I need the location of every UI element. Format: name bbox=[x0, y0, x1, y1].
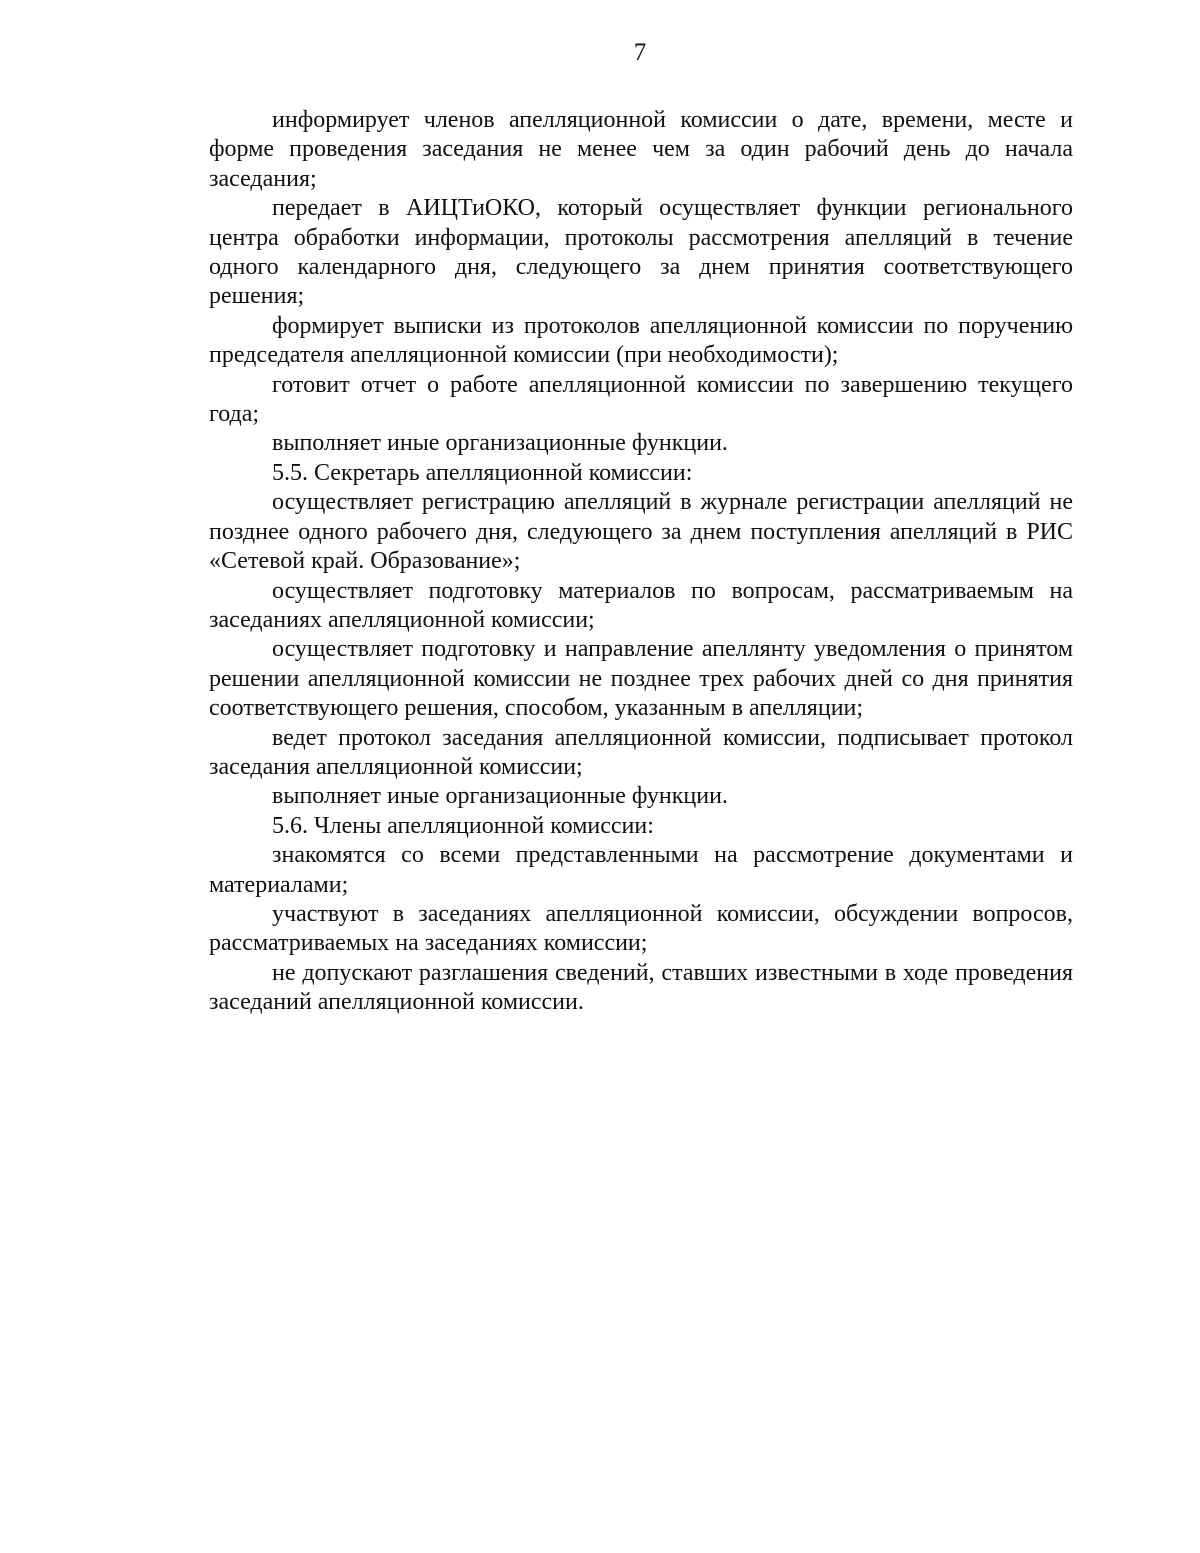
paragraph-prepares-materials: осуществляет подготовку материалов по вопросам, рассматриваемым на заседаниях апелляционной комиссии; bbox=[209, 577, 1073, 633]
section-heading-5-6: 5.6. Члены апелляционной комиссии: bbox=[272, 812, 654, 839]
paragraph-other-functions-secretary: выполняет иные организационные функции. bbox=[272, 783, 728, 810]
section-heading-5-5: 5.5. Секретарь апелляционной комиссии: bbox=[272, 459, 693, 486]
paragraph-secretary-informs: информирует членов апелляционной комиссии о дате, времени, месте и форме проведения заседания не менее чем за один рабочий день до начала заседания; bbox=[209, 107, 1073, 192]
paragraph-other-functions: выполняет иные организационные функции. bbox=[272, 430, 728, 457]
paragraph-keeps-protocol: ведет протокол заседания апелляционной комиссии, подписывает протокол заседания апелляционной комиссии; bbox=[209, 724, 1073, 780]
paragraph-transfers-protocols: передает в АИЦТиОКО, который осуществляет функции регионального центра обработки информации, протоколы рассмотрения апелляций в течение одного календарного дня, следующего за днем принятия соответствующего решения; bbox=[209, 195, 1073, 310]
paragraph-non-disclosure: не допускают разглашения сведений, ставших известными в ходе проведения заседаний апелляционной комиссии. bbox=[209, 959, 1073, 1016]
paragraph-prepares-report: готовит отчет о работе апелляционной комиссии по завершению текущего года; bbox=[209, 371, 1073, 428]
document-body bbox=[209, 106, 1073, 1018]
paragraph-review-documents: знакомятся со всеми представленными на рассмотрение документами и материалами; bbox=[209, 842, 1073, 898]
paragraph-registers-appeals: осуществляет регистрацию апелляций в журнале регистрации апелляций не позднее одного рабочего дня, следующего за днем поступления апелляций в РИС «Сетевой край. Образование»; bbox=[209, 489, 1073, 575]
paragraph-participate-meetings: участвуют в заседаниях апелляционной комиссии, обсуждении вопросов, рассматриваемых на заседаниях комиссии; bbox=[209, 900, 1073, 957]
page-number: 7 bbox=[633, 39, 647, 66]
paragraph-notifies-appellant: осуществляет подготовку и направление апеллянту уведомления о принятом решении апелляционной комиссии не позднее трех рабочих дней со дня принятия соответствующего решения, способом, указанным в апелляции; bbox=[209, 636, 1073, 722]
paragraph-forms-extracts: формирует выписки из протоколов апелляционной комиссии по поручению председателя апелляционной комиссии (при необходимости); bbox=[209, 312, 1073, 369]
